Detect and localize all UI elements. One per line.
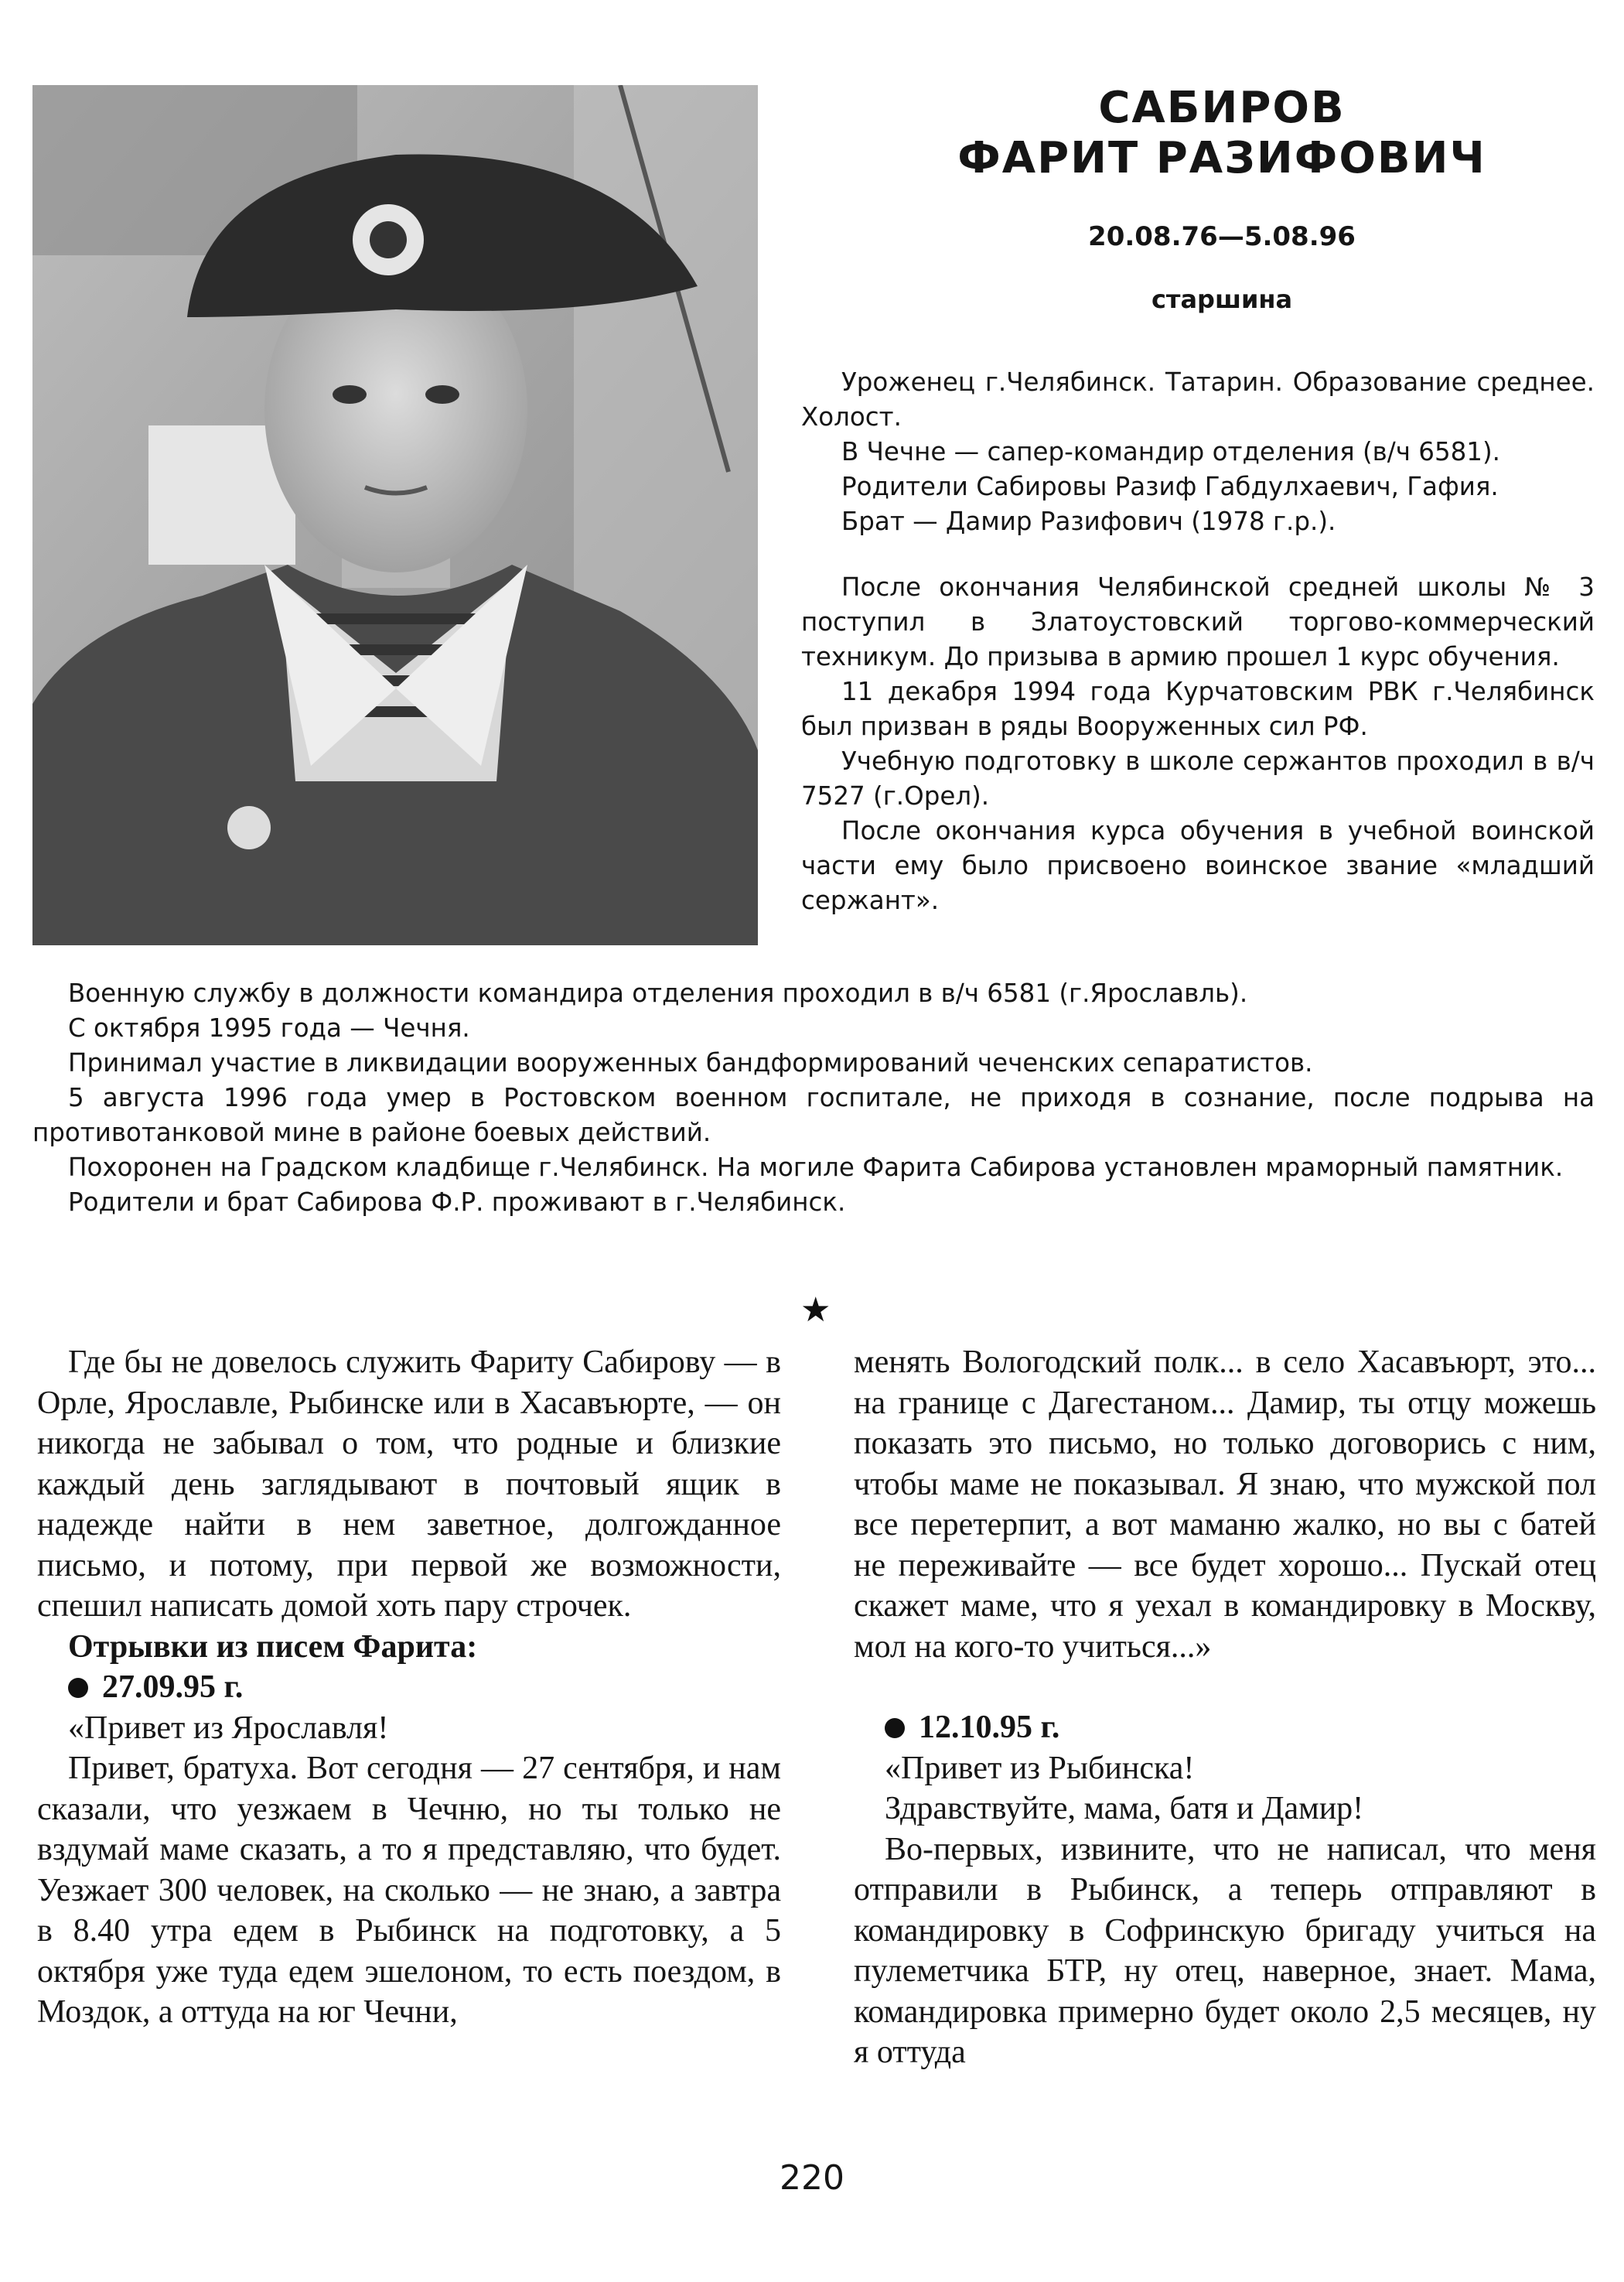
bio-paragraph: 11 декабря 1994 года Курчатовским РВК г.Челябинск был призван в ряды Вооруженных сил РФ.	[801, 677, 1595, 741]
bio-paragraph: 5 августа 1996 года умер в Ростовском военном госпитале, не приходя в сознание, после подрыва на противотанковой мине в районе боевых действий.	[32, 1083, 1595, 1147]
surname: САБИРОВ	[1098, 83, 1346, 133]
right-column	[854, 1342, 1596, 2073]
bio-paragraph: Принимал участие в ликвидации вооруженных бандформирований чеченских сепаратистов.	[68, 1048, 1313, 1078]
name-block	[835, 84, 1609, 314]
letter-text-continued: менять Вологодский полк... в село Хасавъюрт, это... на границе с Дагестаном... Дамир, ты отцу можешь показать это письмо, но только договорись с ним, чтобы маме не показывал. Я знаю, что мужской пол все перетерпит, а вот маманю жалко, но вы с батей не переживайте — все будет хорошо... Пускай отец скажет маме, что я уехал в командировку в Москву, мол на кого-то учиться...»	[854, 1344, 1596, 1665]
left-column	[37, 1342, 781, 2033]
military-rank: старшина	[1151, 285, 1293, 314]
life-dates: 20.08.76—5.08.96	[1088, 221, 1356, 252]
letter-greeting: «Привет из Ярославля!	[68, 1710, 389, 1746]
portrait-photo	[32, 85, 758, 945]
portrait-illustration	[32, 85, 758, 945]
bio-paragraph: С октября 1995 года — Чечня.	[68, 1013, 470, 1043]
excerpts-heading: Отрывки из писем Фарита:	[68, 1628, 478, 1665]
bio-paragraph: Родители Сабировы Разиф Габдулхаевич, Гафия.	[841, 472, 1499, 501]
star-divider-icon: ★	[800, 1291, 831, 1329]
letter-salutation: Здравствуйте, мама, батя и Дамир!	[885, 1791, 1364, 1826]
bio-paragraph: В Чечне — сапер-командир отделения (в/ч 6581).	[841, 437, 1500, 466]
letter-date: 27.09.95 г.	[37, 1667, 781, 1708]
letter-text: Во-первых, извините, что не написал, что меня отправили в Рыбинск, а теперь отправляют в командировку в Софринскую бригаду учиться на пулеметчика БТР, ну отец, наверное, знает. Мама, командировка примерно будет около 2,5 месяцев, ну я оттуда	[854, 1831, 1596, 2070]
bio-paragraph: Военную службу в должности командира отделения проходил в в/ч 6581 (г.Ярославль).	[68, 979, 1248, 1008]
letter-greeting: «Привет из Рыбинска!	[885, 1750, 1195, 1786]
bio-paragraph: Родители и брат Сабирова Ф.Р. проживают в г.Челябинск.	[68, 1187, 846, 1217]
bio-paragraph: Уроженец г.Челябинск. Татарин. Образование среднее. Холост.	[801, 367, 1595, 432]
biography-right	[801, 365, 1595, 918]
bullet-icon	[885, 1718, 905, 1738]
letter-text: Привет, братуха. Вот сегодня — 27 сентября, и нам сказали, что уезжаем в Чечню, но ты только не вздумай маме сказать, а то я представляю, что будет. Уезжает 300 человек, на сколько — не знаю, а завтра в 8.40 утра едем в Рыбинск на подготовку, а 5 октября уже туда едем эшелоном, то есть поездом, в Моздок, а оттуда на юг Чечни,	[37, 1751, 781, 2030]
given-name: ФАРИТ РАЗИФОВИЧ	[957, 133, 1486, 183]
biography-wide	[32, 976, 1595, 1220]
bio-paragraph: Учебную подготовку в школе сержантов проходил в в/ч 7527 (г.Орел).	[801, 746, 1595, 811]
bio-paragraph: После окончания курса обучения в учебной воинской части ему было присвоено воинское звание «младший сержант».	[801, 816, 1595, 915]
letter-date: 12.10.95 г.	[854, 1707, 1596, 1748]
bullet-icon	[68, 1678, 88, 1698]
bio-paragraph: Похоронен на Градском кладбище г.Челябинск. На могиле Фарита Сабирова установлен мраморный памятник.	[68, 1153, 1564, 1182]
page-number: 220	[780, 2158, 844, 2198]
intro-paragraph: Где бы не довелось служить Фариту Сабирову — в Орле, Ярославле, Рыбинске или в Хасавъюрте, — он никогда не забывал о том, что родные и близкие каждый день заглядывают в почтовый ящик в надежде найти в нем заветное, долгожданное письмо, и потому, при первой же возможности, спешил написать домой хоть пару строчек.	[37, 1344, 781, 1624]
bio-paragraph: Брат — Дамир Разифович (1978 г.р.).	[841, 507, 1336, 536]
bio-paragraph: После окончания Челябинской средней школы № 3 поступил в Златоустовский торгово-коммерческий техникум. До призыва в армию прошел 1 курс обучения.	[801, 572, 1595, 671]
